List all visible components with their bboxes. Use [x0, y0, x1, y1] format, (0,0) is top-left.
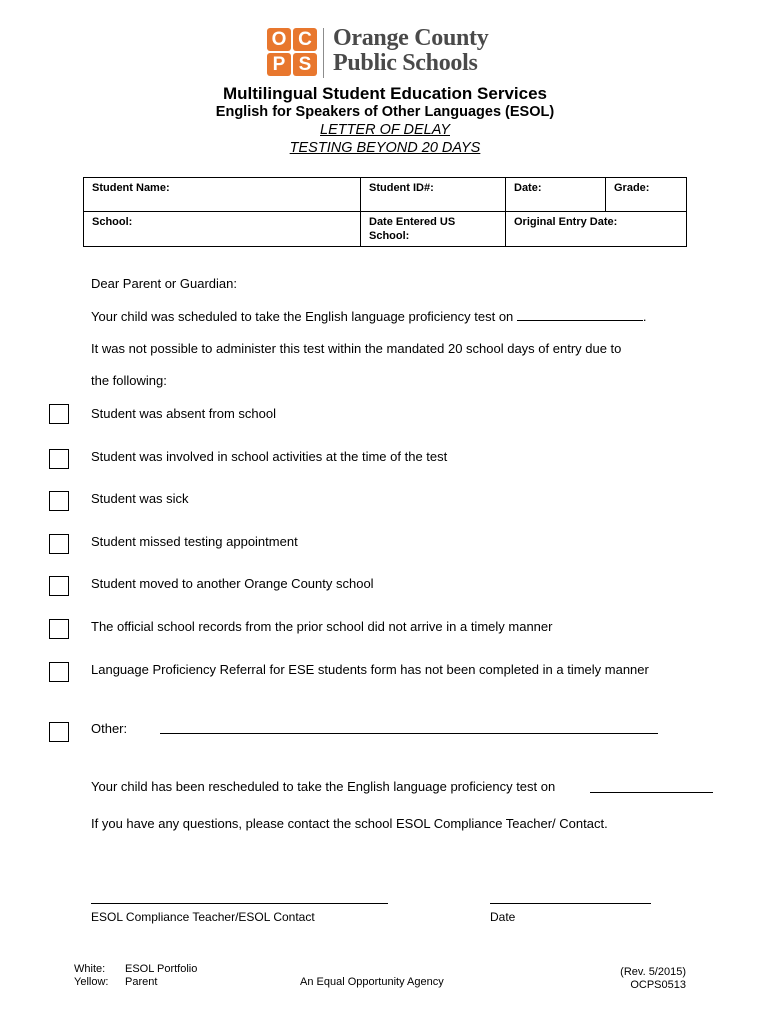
logo-tile-p: P [267, 53, 291, 76]
reason-label: Student was sick [91, 491, 189, 506]
rescheduled-date-blank[interactable] [590, 792, 713, 793]
student-info-table [83, 177, 687, 247]
the-following-text: the following: [91, 373, 167, 388]
ocps-logo [265, 26, 510, 80]
scheduled-period: . [642, 309, 647, 324]
reason-label: Student was absent from school [91, 406, 276, 421]
page-subtitle: English for Speakers of Other Languages (ESOL) [215, 104, 555, 120]
absent-checkbox[interactable] [49, 404, 69, 424]
contact-signature-line[interactable] [91, 903, 388, 904]
logo-name-line2: Public Schools [333, 50, 478, 76]
records-late-checkbox[interactable] [49, 619, 69, 639]
date-field[interactable]: Date: [506, 178, 606, 212]
questions-text: If you have any questions, please contact the school ESOL Compliance Teacher/ Contact. [91, 816, 608, 831]
logo-name-line1: Orange County [333, 25, 489, 51]
greeting: Dear Parent or Guardian: [91, 276, 237, 291]
letter-type-heading: LETTER OF DELAY [320, 122, 450, 138]
missed-appointment-checkbox[interactable] [49, 534, 69, 554]
grade-field[interactable]: Grade: [606, 178, 687, 212]
logo-divider [323, 28, 324, 78]
table-row [84, 212, 687, 247]
rescheduled-text: Your child has been rescheduled to take the English language proficiency test on [91, 779, 556, 794]
agency-statement: An Equal Opportunity Agency [300, 976, 444, 988]
reason-label: Language Proficiency Referral for ESE students form has not been completed in a timely manner [91, 662, 649, 677]
scheduled-text: Your child was scheduled to take the English language proficiency test on [91, 309, 514, 324]
testing-heading: TESTING BEYOND 20 DAYS [289, 140, 481, 156]
not-possible-text: It was not possible to administer this test within the mandated 20 school days of entry due to [91, 341, 622, 356]
moved-school-checkbox[interactable] [49, 576, 69, 596]
ese-referral-checkbox[interactable] [49, 662, 69, 682]
school-activities-checkbox[interactable] [49, 449, 69, 469]
student-id-field[interactable]: Student ID#: [361, 178, 506, 212]
contact-label: ESOL Compliance Teacher/ESOL Contact [91, 910, 315, 924]
copy-white-label: White: [74, 963, 106, 975]
scheduled-date-blank[interactable] [517, 308, 643, 321]
table-row [84, 178, 687, 212]
student-name-field[interactable]: Student Name: [84, 178, 361, 212]
logo-tile-s: S [293, 53, 317, 76]
date-signature-line[interactable] [490, 903, 651, 904]
reason-label: Student was involved in school activities at the time of the test [91, 449, 448, 464]
scheduled-sentence [91, 308, 647, 324]
copy-white-value: ESOL Portfolio [125, 963, 198, 975]
copy-yellow-value: Parent [125, 976, 158, 988]
page-title: Multilingual Student Education Services [223, 84, 547, 103]
logo-tile-c: C [293, 28, 317, 51]
date-label: Date [490, 910, 516, 924]
other-checkbox[interactable] [49, 722, 69, 742]
original-entry-date-field[interactable]: Original Entry Date: [506, 212, 687, 247]
date-entered-us-school-field[interactable]: Date Entered US School: [361, 212, 506, 247]
form-code: OCPS0513 [630, 979, 686, 991]
reason-label: The official school records from the prior school did not arrive in a timely manner [91, 619, 553, 634]
reason-label: Student missed testing appointment [91, 534, 298, 549]
other-reason-blank[interactable] [160, 733, 658, 734]
revision-date: (Rev. 5/2015) [620, 966, 686, 978]
copy-yellow-label: Yellow: [74, 976, 109, 988]
reason-label: Student moved to another Orange County school [91, 576, 374, 591]
school-field[interactable]: School: [84, 212, 361, 247]
logo-tile-o: O [267, 28, 291, 51]
sick-checkbox[interactable] [49, 491, 69, 511]
other-label: Other: [91, 721, 128, 736]
